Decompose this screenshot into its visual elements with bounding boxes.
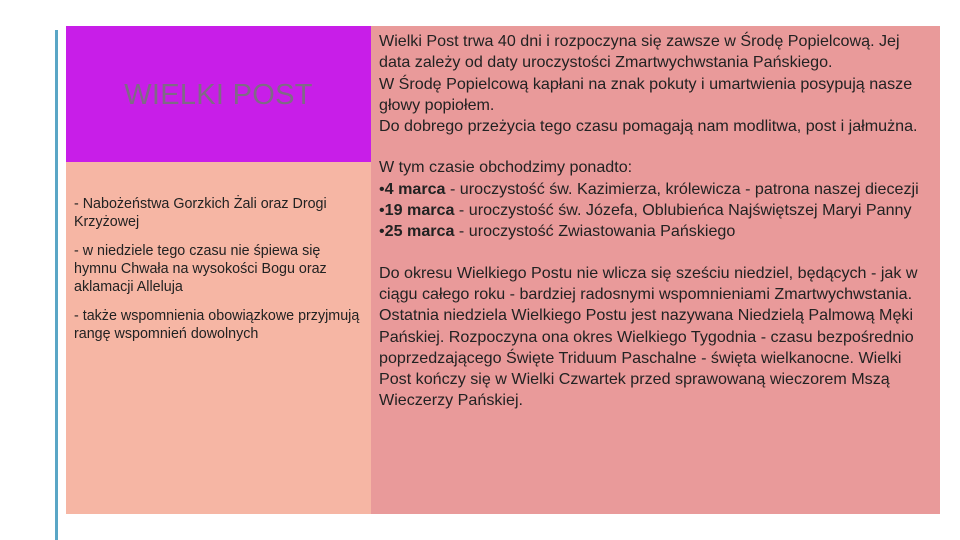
title-box: [66, 26, 371, 162]
list-item: •19 marca - uroczystość św. Józefa, Oblubieńca Najświętszej Maryi Panny: [379, 201, 912, 220]
slide-title: WIELKI POST: [124, 78, 313, 111]
intro-paragraph: Wielki Post trwa 40 dni i rozpoczyna się zawsze w Środę Popielcową. Jej data zależy od daty uroczystości Zmartwychwstania Pańskiego. W Środę Popielcową kapłani na znak pokuty i umartwienia posypują nasze głowy popiołem. Do dobrego przeżycia tego czasu pomagają nam modlitwa, post i jałmużna.: [379, 32, 918, 136]
right-text: [379, 31, 935, 412]
list-item: •25 marca - uroczystość Zwiastowania Pańskiego: [379, 222, 736, 241]
left-point: - w niedziele tego czasu nie śpiewa się hymnu Chwała na wysokości Bogu oraz aklamacji Alleluja: [74, 243, 327, 295]
left-point: - Nabożeństwa Gorzkich Żali oraz Drogi Krzyżowej: [74, 196, 327, 230]
celebrations-intro: W tym czasie obchodzimy ponadto:: [379, 158, 633, 177]
left-points: [74, 195, 366, 354]
accent-line: [55, 30, 58, 540]
left-point: - także wspomnienia obowiązkowe przyjmują rangę wspomnień dowolnych: [74, 308, 360, 342]
closing-paragraph: Do okresu Wielkiego Postu nie wlicza się sześciu niedziel, będących - jak w ciągu całego roku - bardziej radosnymi wspomnieniami Zmartwychwstania. Ostatnia niedziela Wielkiego Postu jest nazywana Niedzielą Palmową Męki Pańskiej. Rozpoczyna ona okres Wielkiego Tygodnia - czasu bezpośrednio poprzedzającego Święte Triduum Paschalne - święta wielkanocne. Wielki Post kończy się w Wielki Czwartek przed sprawowaną wieczorem Mszą Wieczerzy Pańskiej.: [379, 263, 918, 410]
celebrations-list: [379, 179, 935, 243]
list-item: •4 marca - uroczystość św. Kazimierza, królewicza - patrona naszej diecezji: [379, 179, 919, 198]
